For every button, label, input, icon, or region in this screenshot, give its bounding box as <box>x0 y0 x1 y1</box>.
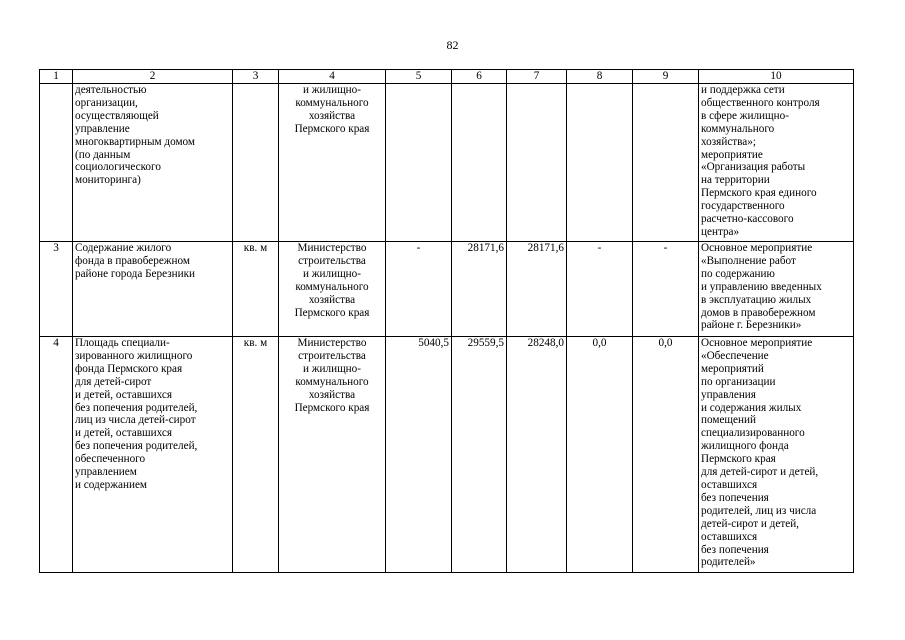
event: и поддержка сети общественного контроля в сфере жилищно- коммунального хозяйства»; мероприятие «Организация работы на территории Пермского края единого государственного расчетно-кассового центра» <box>699 84 854 242</box>
value-5 <box>386 84 452 242</box>
value-7 <box>507 84 567 242</box>
value-8: 0,0 <box>567 337 633 573</box>
value-9: 0,0 <box>633 337 699 573</box>
responsible: Министерство строительства и жилищно- коммунального хозяйства Пермского края <box>279 337 386 573</box>
header-cell: 1 <box>40 70 73 84</box>
header-cell: 5 <box>386 70 452 84</box>
table-row <box>40 337 854 573</box>
value-5: - <box>386 242 452 337</box>
header-cell: 10 <box>699 70 854 84</box>
responsible: Министерство строительства и жилищно- коммунального хозяйства Пермского края <box>279 242 386 337</box>
unit: кв. м <box>233 337 279 573</box>
header-cell: 3 <box>233 70 279 84</box>
value-9 <box>633 84 699 242</box>
page-number: 82 <box>446 38 459 52</box>
header-cell: 4 <box>279 70 386 84</box>
table-row <box>40 84 854 242</box>
value-8 <box>567 84 633 242</box>
header-cell: 8 <box>567 70 633 84</box>
value-7: 28171,6 <box>507 242 567 337</box>
row-number: 4 <box>40 337 73 573</box>
header-cell: 6 <box>452 70 507 84</box>
header-cell: 7 <box>507 70 567 84</box>
value-6: 28171,6 <box>452 242 507 337</box>
event: Основное мероприятие «Выполнение работ по содержанию и управлению введенных в эксплуатацию жилых домов в правобережном районе г. Березники» <box>699 242 854 337</box>
indicators-table <box>39 69 854 573</box>
value-6: 29559,5 <box>452 337 507 573</box>
row-number <box>40 84 73 242</box>
value-7: 28248,0 <box>507 337 567 573</box>
value-5: 5040,5 <box>386 337 452 573</box>
indicator-name: деятельностью организации, осуществляющей управление многоквартирным домом (по данным социологического мониторинга) <box>73 84 233 242</box>
value-6 <box>452 84 507 242</box>
unit: кв. м <box>233 242 279 337</box>
header-row <box>40 70 854 84</box>
header-cell: 2 <box>73 70 233 84</box>
value-9: - <box>633 242 699 337</box>
unit <box>233 84 279 242</box>
header-cell: 9 <box>633 70 699 84</box>
responsible: и жилищно- коммунального хозяйства Пермского края <box>279 84 386 242</box>
row-number: 3 <box>40 242 73 337</box>
event: Основное мероприятие «Обеспечение мероприятий по организации управления и содержания жилых помещений специализированного жилищного фонда Пермского края для детей-сирот и детей, оставшихся без попечения родителей, лиц из числа детей-сирот и детей, оставшихся без попечения родителей» <box>699 337 854 573</box>
indicator-name: Площадь специали- зированного жилищного фонда Пермского края для детей-сирот и детей, оставшихся без попечения родителей, лиц из числа детей-сирот и детей, оставшихся без попечения родителей, обеспеченного управлением и содержанием <box>73 337 233 573</box>
indicator-name: Содержание жилого фонда в правобережном районе города Березники <box>73 242 233 337</box>
value-8: - <box>567 242 633 337</box>
table-row <box>40 242 854 337</box>
